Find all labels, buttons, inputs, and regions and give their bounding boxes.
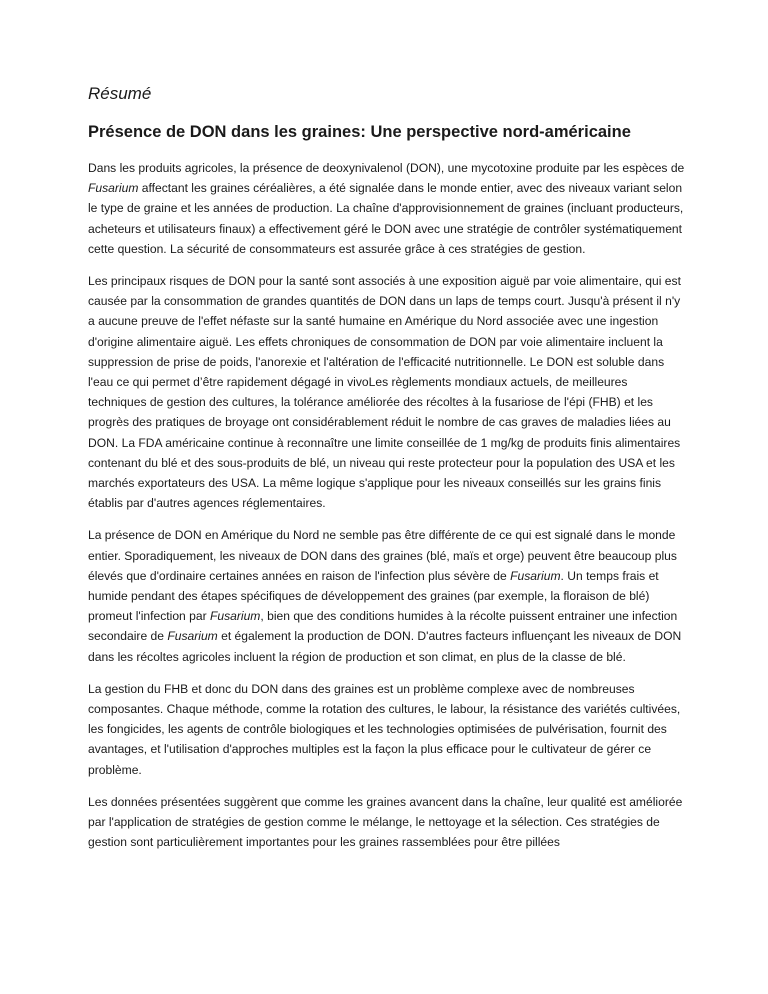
italic-term: Fusarium (88, 181, 139, 196)
paragraph-management: La gestion du FHB et donc du DON dans des graines est un problème complexe avec de nombreuses composantes. Chaque méthode, comme la rotation des cultures, le labour, la résistance des variétés cultivées, les fongicides, les agents de contrôle biologiques et les technologies optimisées de pulvérisation, fournit des avantages, et l'utilisation d'approches multiples est la façon la plus efficace pour le cultivateur de gérer ce problème. (88, 681, 681, 777)
paragraph-intro (88, 158, 688, 259)
document-title: Présence de DON dans les graines: Une perspective nord-américaine (88, 123, 631, 141)
italic-term: Fusarium (167, 629, 218, 644)
section-heading: Résumé (88, 84, 152, 103)
italic-term: Fusarium (209, 609, 261, 624)
text-segment: et également la production de DON. D'autres facteurs influençant les niveaux de DON dans les récoltes agricoles incluent la région de production et son climat, en plus de la classe de blé. (88, 629, 682, 664)
paragraph-health-risks: Les principaux risques de DON pour la santé sont associés à une exposition aiguë par voie alimentaire, qui est causée par la consommation de grandes quantités de DON dans un laps de temps court. Jusqu'à présent il n'y a aucune preuve de l'effet néfaste sur la santé humaine en Amérique du Nord associée avec une ingestion d'origine alimentaire aiguë. Les effets chroniques de consommation de DON par voie alimentaire incluent la suppression de prise de poids, l'anorexie et l'altération de l'efficacité nutritionnelle. Le DON est soluble dans l'eau ce qui permet d’être rapidement dégagé in vivoLes règlements mondiaux actuels, de meilleures techniques de gestion des cultures, la tolérance améliorée des récoltes à la fusariose de l'épi (FHB) et les progrès des pratiques de broyage ont considérablement réduit le nombre de cas graves de maladies liées au DON. La FDA américaine continue à reconnaître une limite conseillée de 1 mg/kg de produits finis alimentaires contenant du blé et des sous-produits de blé, un niveau qui reste protecteur pour la population des USA et les marchés exportateurs des USA. La même logique s'applique pour les niveaux conseillés sur les grains finis établis par d'autres agences réglementaires. (88, 274, 681, 511)
text-segment: Dans les produits agricoles, la présence de deoxynivalenol (DON), une mycotoxine produite par les espèces de (88, 161, 685, 175)
paragraph-data: Les données présentées suggèrent que comme les graines avancent dans la chaîne, leur qualité est améliorée par l'application de stratégies de gestion comme le mélange, le nettoyage et la sélection. Ces stratégies de gestion sont particulièrement importantes pour les graines rassemblées pour être pillées (88, 794, 683, 850)
paragraph-occurrence (88, 525, 688, 666)
text-segment: affectant les graines céréalières, a été signalée dans le monde entier, avec des niveaux variant selon le type de graine et les années de production. La chaîne d'approvisionnement de graines (incluant producteurs, acheteurs et utilisateurs finaux) a effectivement géré le DON avec une stratégie de contrôler systématiquement cette question. La sécurité de consommateurs est assurée grâce à ces stratégies de gestion. (88, 181, 684, 256)
italic-term: Fusarium (510, 568, 561, 583)
text-segment: La présence de DON en Amérique du Nord ne semble pas être différente de ce qui est signalé dans le monde entier. Sporadiquement, les niveaux de DON dans des graines (blé, maïs et orge) peuvent être beaucoup plus élevés que d'ordinaire certaines années en raison de l'infection plus sévère de (88, 528, 677, 583)
text-segment: , bien que des conditions humides à la récolte puissent entrainer une infection secondaire de (88, 609, 678, 644)
text-segment: . Un temps frais et humide pendant des étapes spécifiques de développement des graines (par exemple, la floraison de blé) promeut l'infection par (88, 568, 659, 624)
document-page (88, 82, 688, 865)
